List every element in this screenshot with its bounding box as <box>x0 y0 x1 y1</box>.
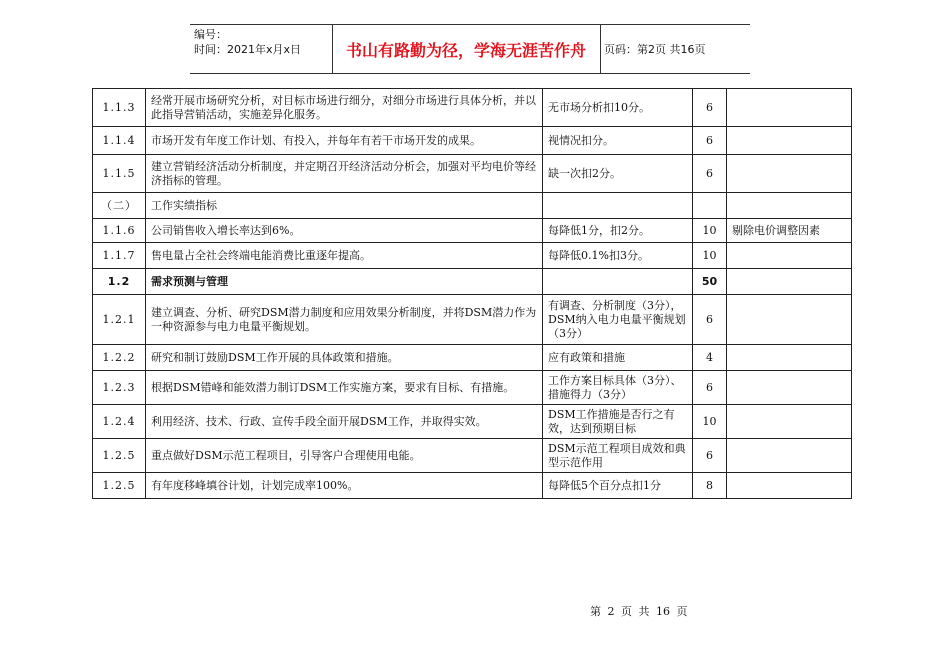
row-note <box>727 89 852 127</box>
row-number: （二） <box>93 193 146 219</box>
row-score: 6 <box>693 371 727 405</box>
row-content: 售电量占全社会终端电能消费比重逐年提高。 <box>146 243 543 269</box>
row-score: 50 <box>693 269 727 295</box>
row-number: 1.2.1 <box>93 295 146 345</box>
row-number: 1.1.4 <box>93 127 146 155</box>
row-score: 6 <box>693 295 727 345</box>
row-score: 6 <box>693 439 727 473</box>
time-label: 时间：2021年x月x日 <box>194 43 302 56</box>
row-method: 每降低5个百分点扣1分 <box>543 473 693 499</box>
table-row <box>93 243 852 269</box>
row-score: 8 <box>693 473 727 499</box>
row-method: 每降低1分，扣2分。 <box>543 219 693 243</box>
page-indicator: 页码：第2页 共16页 <box>604 43 706 56</box>
table-row <box>93 219 852 243</box>
row-note <box>727 439 852 473</box>
motto: 书山有路勤为径，学海无涯苦作舟 <box>345 40 586 60</box>
row-number: 1.2.4 <box>93 405 146 439</box>
row-score: 6 <box>693 89 727 127</box>
row-method: DSM示范工程项目成效和典型示范作用 <box>543 439 693 473</box>
row-score: 10 <box>693 405 727 439</box>
row-content: 有年度移峰填谷计划，计划完成率100%。 <box>146 473 543 499</box>
row-note <box>727 473 852 499</box>
header-divider <box>332 25 333 73</box>
row-number: 1.2.3 <box>93 371 146 405</box>
row-content: 研究和制订鼓励DSM工作开展的具体政策和措施。 <box>146 345 543 371</box>
row-number: 1.1.5 <box>93 155 146 193</box>
row-note <box>727 345 852 371</box>
row-score: 6 <box>693 127 727 155</box>
row-method <box>543 269 693 295</box>
number-label: 编号： <box>194 28 227 41</box>
row-note: 剔除电价调整因素 <box>727 219 852 243</box>
row-method: 有调查、分析制度（3分），DSM纳入电力电量平衡规划（3分） <box>543 295 693 345</box>
row-number: 1.2 <box>93 269 146 295</box>
row-content: 建立调查、分析、研究DSM潜力制度和应用效果分析制度，并将DSM潜力作为一种资源参与电力电量平衡规划。 <box>146 295 543 345</box>
row-number: 1.1.3 <box>93 89 146 127</box>
row-note <box>727 155 852 193</box>
table-row <box>93 405 852 439</box>
row-content: 经常开展市场研究分析，对目标市场进行细分，对细分市场进行具体分析，并以此指导营销活动，实施差异化服务。 <box>146 89 543 127</box>
row-number: 1.1.6 <box>93 219 146 243</box>
row-method: 缺一次扣2分。 <box>543 155 693 193</box>
table-row <box>93 473 852 499</box>
row-content: 重点做好DSM示范工程项目，引导客户合理使用电能。 <box>146 439 543 473</box>
row-content: 工作实绩指标 <box>146 193 543 219</box>
header-divider <box>600 25 601 73</box>
row-note <box>727 127 852 155</box>
row-note <box>727 269 852 295</box>
row-score <box>693 193 727 219</box>
table-row <box>93 127 852 155</box>
row-method: 工作方案目标具体（3分）、措施得力（3分） <box>543 371 693 405</box>
table-row <box>93 155 852 193</box>
row-score: 10 <box>693 243 727 269</box>
table-row <box>93 371 852 405</box>
criteria-table <box>92 88 852 499</box>
table-row <box>93 269 852 295</box>
row-number: 1.2.5 <box>93 473 146 499</box>
page-footer: 第 2 页 共 16 页 <box>590 605 688 618</box>
row-method: 每降低0.1%扣3分。 <box>543 243 693 269</box>
table-row <box>93 89 852 127</box>
row-number: 1.2.5 <box>93 439 146 473</box>
row-note <box>727 243 852 269</box>
row-note <box>727 295 852 345</box>
table-row <box>93 439 852 473</box>
row-note <box>727 405 852 439</box>
page-header <box>190 24 750 74</box>
row-number: 1.1.7 <box>93 243 146 269</box>
row-method: DSM工作措施是否行之有效，达到预期目标 <box>543 405 693 439</box>
row-score: 10 <box>693 219 727 243</box>
table-row <box>93 345 852 371</box>
row-method <box>543 193 693 219</box>
row-content: 公司销售收入增长率达到6%。 <box>146 219 543 243</box>
row-note <box>727 371 852 405</box>
row-method: 视情况扣分。 <box>543 127 693 155</box>
row-method: 无市场分析扣10分。 <box>543 89 693 127</box>
row-content: 根据DSM错峰和能效潜力制订DSM工作实施方案，要求有目标、有措施。 <box>146 371 543 405</box>
table-row <box>93 193 852 219</box>
row-content: 利用经济、技术、行政、宣传手段全面开展DSM工作，并取得实效。 <box>146 405 543 439</box>
row-note <box>727 193 852 219</box>
row-content: 市场开发有年度工作计划、有投入，并每年有若干市场开发的成果。 <box>146 127 543 155</box>
header-meta <box>194 27 330 71</box>
row-score: 4 <box>693 345 727 371</box>
row-number: 1.2.2 <box>93 345 146 371</box>
row-content: 需求预测与管理 <box>146 269 543 295</box>
row-method: 应有政策和措施 <box>543 345 693 371</box>
row-content: 建立营销经济活动分析制度，并定期召开经济活动分析会，加强对平均电价等经济指标的管理。 <box>146 155 543 193</box>
table-row <box>93 295 852 345</box>
row-score: 6 <box>693 155 727 193</box>
